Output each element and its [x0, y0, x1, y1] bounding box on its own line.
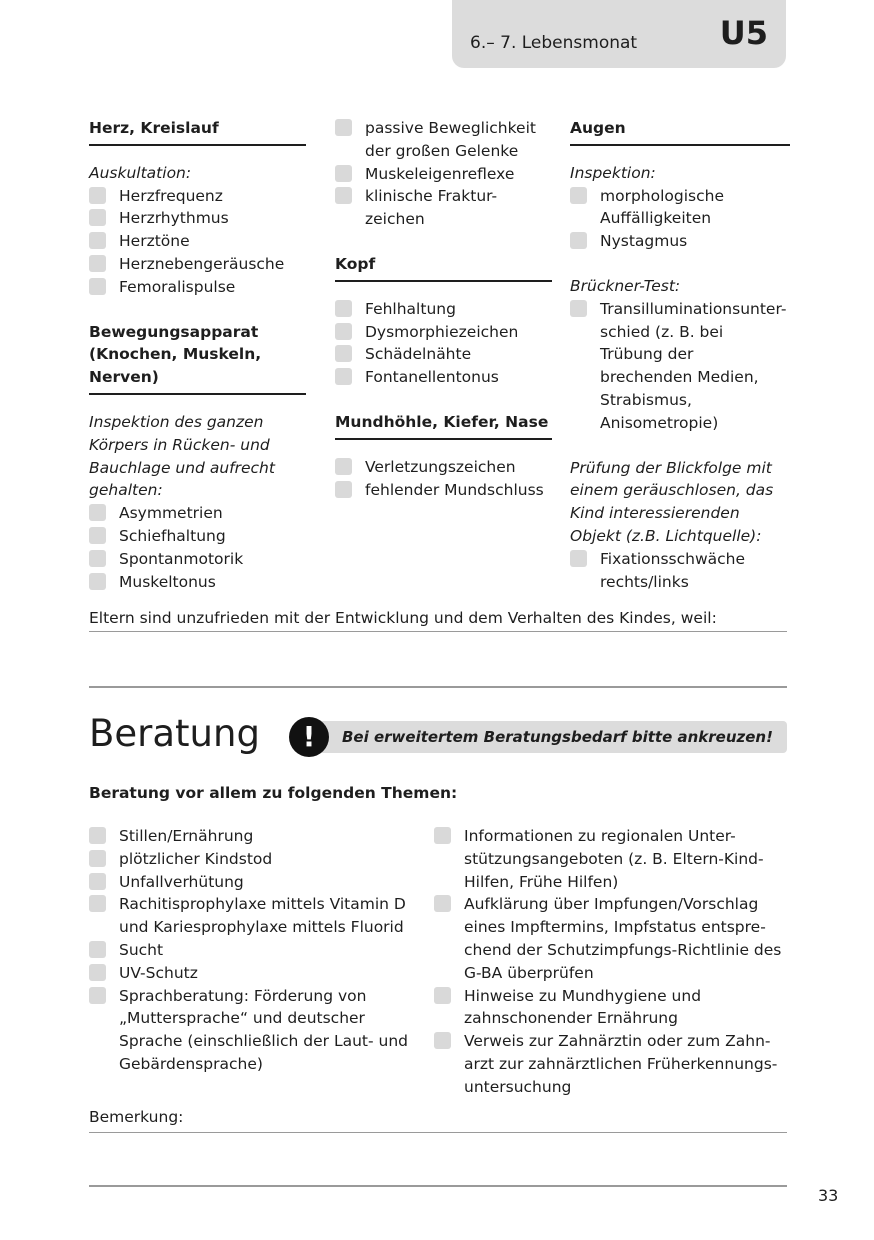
checkbox-item[interactable]: Schiefhaltung [89, 525, 306, 548]
checklist-bewegung-cont [335, 117, 552, 231]
header-tab [452, 0, 786, 68]
checkbox-item[interactable]: Herzrhythmus [89, 207, 306, 230]
column-right [570, 117, 790, 593]
divider [89, 1185, 787, 1187]
beratung-title: Beratung [89, 712, 260, 755]
checkbox-item[interactable]: Transilluminationsunter-schied (z. B. bei Trübung der brechenden Medien, Strabismus, Anisometropie) [570, 298, 790, 435]
checkbox-item[interactable]: plötzlicher Kindstod [89, 848, 424, 871]
checkbox-item[interactable]: UV-Schutz [89, 962, 424, 985]
checkbox-item[interactable]: Muskeltonus [89, 571, 306, 594]
checklist-kopf [335, 298, 552, 389]
subtitle-auskultation: Auskultation: [89, 163, 192, 182]
checkbox-item[interactable]: Unfallverhütung [89, 871, 424, 894]
subtitle-inspektion: Inspektion: [570, 163, 656, 182]
page-number: 33 [818, 1186, 839, 1205]
checkbox-item[interactable]: Fixationsschwäche rechts/links [570, 548, 790, 594]
remark-line[interactable]: Bemerkung: [89, 1108, 787, 1133]
checkbox-item[interactable]: Muskeleigenreflexe [335, 163, 552, 186]
checkbox-item[interactable]: Rachitisprophylaxe mittels Vitamin D und Kariesprophylaxe mittels Fluorid [89, 893, 424, 939]
checkbox-item[interactable]: Sprachberatung: Förderung von „Muttersprache“ und deutscher Sprache (einschließlich der Laut- und Gebärdensprache) [89, 985, 424, 1076]
column-middle [335, 117, 552, 501]
checkbox-item[interactable]: Fontanellentonus [335, 366, 552, 389]
checklist-herz [89, 185, 306, 299]
checkbox-item[interactable]: fehlender Mundschluss [335, 479, 552, 502]
checkbox-item[interactable]: Sucht [89, 939, 424, 962]
checklist-mund [335, 456, 552, 502]
checkbox-item[interactable]: Herzfrequenz [89, 185, 306, 208]
checkbox-item[interactable]: Spontanmotorik [89, 548, 306, 571]
exclamation-icon: ! [289, 717, 329, 757]
column-left [89, 117, 306, 593]
checkbox-item[interactable]: Fehlhaltung [335, 298, 552, 321]
checkbox-item[interactable]: Hinweise zu Mundhygiene und zahnschonender Ernährung [434, 985, 784, 1031]
checkbox-item[interactable]: Schädelnähte [335, 343, 552, 366]
checkbox-item[interactable]: Aufklärung über Impfungen/Vorschlag eines Impftermins, Impfstatus entspre-chend der Schutzimpfungs-Richtlinie des G-BA überprüfen [434, 893, 784, 984]
header-age-range: 6.– 7. Lebensmonat [470, 33, 638, 53]
checklist-blickfolge [570, 548, 790, 594]
checkbox-item[interactable]: morphologische Auffälligkeiten [570, 185, 790, 231]
section-title-herz: Herz, Kreislauf [89, 117, 306, 146]
parents-statement-line[interactable]: Eltern sind unzufrieden mit der Entwicklung und dem Verhalten des Kindes, weil: [89, 609, 787, 632]
checkbox-item[interactable]: Verweis zur Zahnärztin oder zum Zahn-arzt zur zahnärztlichen Früherkennungs-untersuchung [434, 1030, 784, 1098]
checklist-beratung-right [434, 825, 784, 1099]
checkbox-item[interactable]: Asymmetrien [89, 502, 306, 525]
header-exam-code: U5 [719, 14, 768, 52]
section-title-mund: Mundhöhle, Kiefer, Nase [335, 411, 552, 440]
divider [89, 686, 787, 688]
checkbox-item[interactable]: passive Beweglichkeit der großen Gelenke [335, 117, 552, 163]
beratung-column-left [89, 825, 424, 1076]
notice-box [318, 721, 787, 753]
section-title-bewegung: Bewegungsapparat (Knochen, Muskeln, Nerven) [89, 321, 306, 395]
checkbox-item[interactable]: Dysmorphiezeichen [335, 321, 552, 344]
subtitle-blickfolge: Prüfung der Blickfolge mit einem geräuschlosen, das Kind interessierenden Objekt (z.B. Lichtquelle): [570, 458, 774, 545]
checkbox-item[interactable]: Herztöne [89, 230, 306, 253]
checkbox-item[interactable]: Informationen zu regionalen Unter-stützungsangeboten (z. B. Eltern-Kind-Hilfen, Frühe Hilfen) [434, 825, 784, 893]
subtitle-brueckner: Brückner-Test: [570, 276, 681, 295]
section-title-kopf: Kopf [335, 253, 552, 282]
checkbox-item[interactable]: Verletzungszeichen [335, 456, 552, 479]
checkbox-item[interactable]: Nystagmus [570, 230, 790, 253]
checklist-bewegung [89, 502, 306, 593]
subtitle-inspektion-koerper: Inspektion des ganzen Körpers in Rücken- und Bauchlage und aufrecht gehalten: [89, 412, 275, 500]
checkbox-item[interactable]: klinische Fraktur-zeichen [335, 185, 552, 231]
checkbox-item[interactable]: Herznebengeräusche [89, 253, 306, 276]
section-title-augen: Augen [570, 117, 790, 146]
checklist-augen-inspektion [570, 185, 790, 253]
topics-heading: Beratung vor allem zu folgenden Themen: [89, 784, 458, 802]
beratung-column-right [434, 825, 784, 1099]
checkbox-item[interactable]: Femoralispulse [89, 276, 306, 299]
notice-text: Bei erweitertem Beratungsbedarf bitte ankreuzen! [342, 728, 773, 746]
checkbox-item[interactable]: Stillen/Ernährung [89, 825, 424, 848]
checklist-brueckner [570, 298, 790, 435]
checklist-beratung-left [89, 825, 424, 1076]
